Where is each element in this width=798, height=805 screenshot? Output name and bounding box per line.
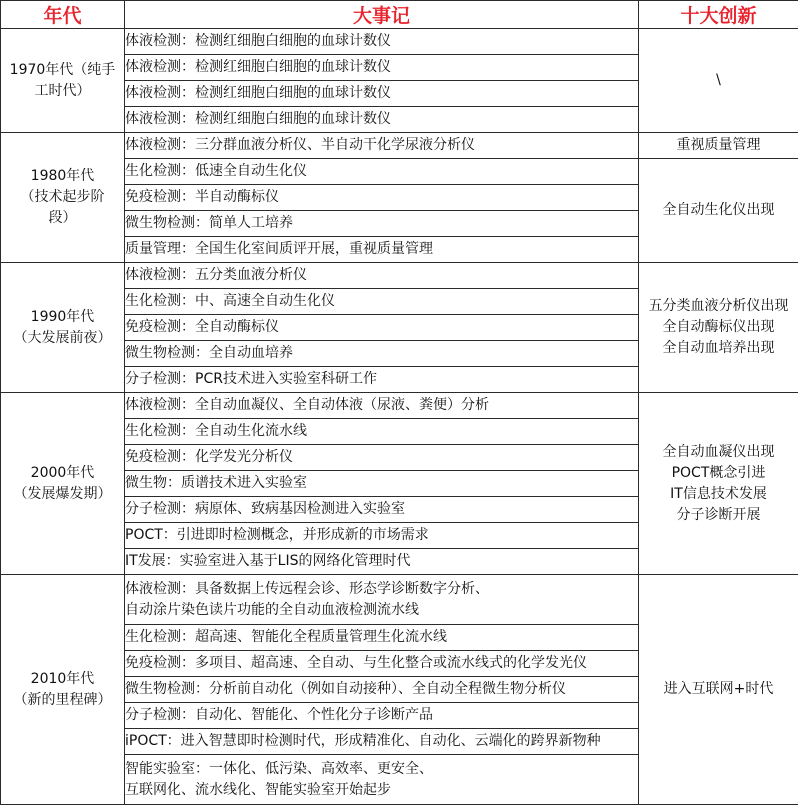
header-era: 年代 [1,1,125,29]
innovation-cell-2010s: 进入互联网+时代 [639,575,798,805]
event-cell: 生化检测：超高速、智能化全程质量管理生化流水线 [125,625,639,651]
event-cell: 免疫检测：多项目、超高速、全自动、与生化整合或流水线式的化学发光仪 [125,651,639,677]
event-cell: 生化检测：中、高速全自动生化仪 [125,289,639,315]
event-cell: 分子检测：PCR技术进入实验室科研工作 [125,367,639,393]
era-cell-2010s: 2010年代 （新的里程碑） [1,575,125,805]
event-cell: 分子检测：病原体、致病基因检测进入实验室 [125,497,639,523]
event-cell: 智能实验室：一体化、低污染、高效率、更安全、 互联网化、流水线化、智能实验室开始起步 [125,755,639,805]
event-cell: 微生物检测：全自动血培养 [125,341,639,367]
event-cell: 免疫检测：全自动酶标仪 [125,315,639,341]
table-row [1,29,798,55]
event-cell: 生化检测：全自动生化流水线 [125,419,639,445]
event-cell: 体液检测：具备数据上传远程会诊、形态学诊断数字分析、 自动涂片染色读片功能的全自动血液检测流水线 [125,575,639,625]
table-row [1,133,798,159]
header-innovations: 十大创新 [639,1,798,29]
event-cell: 体液检测：三分群血液分析仪、半自动干化学尿液分析仪 [125,133,639,159]
event-cell: 生化检测：低速全自动生化仪 [125,159,639,185]
event-cell: IT发展：实验室进入基于LIS的网络化管理时代 [125,549,639,575]
innovation-cell-1990s: 五分类血液分析仪出现 全自动酶标仪出现 全自动血培养出现 [639,263,798,393]
event-cell: 体液检测：检测红细胞白细胞的血球计数仪 [125,29,639,55]
innovation-cell-1980s-biochem: 全自动生化仪出现 [639,159,798,263]
era-cell-1970s: 1970年代（纯手 工时代） [1,29,125,133]
era-cell-1980s: 1980年代 （技术起步阶 段） [1,133,125,263]
event-cell: 分子检测：自动化、智能化、个性化分子诊断产品 [125,703,639,729]
event-cell: 体液检测：全自动血凝仪、全自动体液（尿液、粪便）分析 [125,393,639,419]
event-cell: 体液检测：检测红细胞白细胞的血球计数仪 [125,107,639,133]
event-cell: 微生物：质谱技术进入实验室 [125,471,639,497]
event-cell: 体液检测：五分类血液分析仪 [125,263,639,289]
table-row [1,575,798,625]
innovation-cell-1970s: \ [639,29,798,133]
table-row [1,263,798,289]
header-events: 大事记 [125,1,639,29]
event-cell: 体液检测：检测红细胞白细胞的血球计数仪 [125,55,639,81]
event-cell: 体液检测：检测红细胞白细胞的血球计数仪 [125,81,639,107]
event-cell: POCT：引进即时检测概念，并形成新的市场需求 [125,523,639,549]
header-row [1,1,798,29]
event-cell: iPOCT：进入智慧即时检测时代，形成精准化、自动化、云端化的跨界新物种 [125,729,639,755]
event-cell: 微生物检测：简单人工培养 [125,211,639,237]
era-cell-1990s: 1990年代 （大发展前夜） [1,263,125,393]
era-cell-2000s: 2000年代 （发展爆发期） [1,393,125,575]
event-cell: 质量管理：全国生化室间质评开展，重视质量管理 [125,237,639,263]
innovation-cell-2000s: 全自动血凝仪出现 POCT概念引进 IT信息技术发展 分子诊断开展 [639,393,798,575]
event-cell: 免疫检测：化学发光分析仪 [125,445,639,471]
event-cell: 微生物检测：分析前自动化（例如自动接种）、全自动全程微生物分析仪 [125,677,639,703]
table-row [1,393,798,419]
event-cell: 免疫检测：半自动酶标仪 [125,185,639,211]
innovation-cell-1980s-quality: 重视质量管理 [639,133,798,159]
